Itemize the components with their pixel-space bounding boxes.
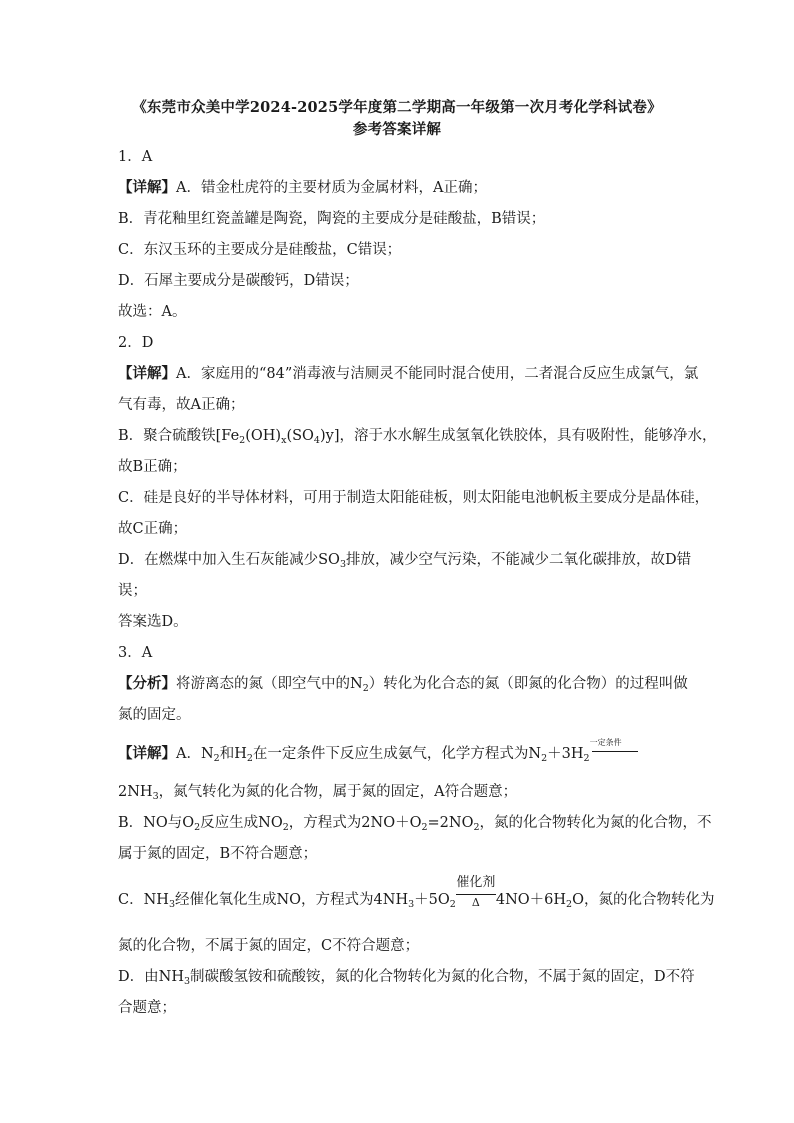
- q1-option-a: 【详解】A．错金杜虎符的主要材质为金属材料，A正确；: [118, 179, 487, 196]
- q2-option-a-cont: 气有毒，故A正确；: [118, 397, 245, 413]
- q1-conclusion: 故选：A。: [118, 304, 187, 320]
- q3-option-a: 【详解】A．$N_2$和$H_2$在一定条件下反应生成氨气，化学方程式为$N_2+3H_2$ 一定条件: [118, 742, 640, 763]
- q1-answer: 1．A: [118, 149, 153, 165]
- q3-analysis-tag: 【分析】: [118, 675, 176, 692]
- q1-option-c: C．东汉玉环的主要成分是硅酸盐，C错误；: [118, 242, 402, 258]
- q2-option-b: B．聚合硫酸铁$[Fe_2(OH)_x(SO_4)y]$，溶于水水解生成氢氧化铁胶体，具有吸附性，能够净水，: [118, 428, 717, 446]
- q3-option-b-cont: 属于氮的固定，B不符合题意；: [118, 846, 318, 862]
- q2-option-b-cont: 故B正确；: [118, 459, 187, 475]
- q3-option-a-cont: $2NH_3$，氮气转化为氮的化合物，属于氮的固定，A符合题意；: [118, 784, 518, 802]
- q3-analysis: 【分析】将游离态的氮（即空气中的$N_2$）转化为化合态的氮（即氮的化合物）的过程叫做: [118, 675, 688, 694]
- q2-option-d: D．在燃煤中加入生石灰能减少$SO_3$排放，减少空气污染，不能减少二氧化碳排放，故D错: [118, 552, 692, 570]
- q3-analysis-cont: 氮的固定。: [118, 707, 191, 723]
- document-subtitle: 参考答案详解: [352, 121, 442, 138]
- q2-option-c-cont: 故C正确；: [118, 521, 188, 537]
- q2-option-a: 【详解】A．家庭用的“84”消毒液与洁厕灵不能同时混合使用，二者混合反应生成氯气，氯: [118, 365, 699, 382]
- q2-option-d-cont: 误；: [118, 583, 147, 599]
- q3-option-c-cont: 氮的化合物，不属于氮的固定，C不符合题意；: [118, 938, 420, 954]
- q2-detail-tag: 【详解】: [118, 365, 176, 382]
- document-title: 《东莞市众美中学2024-2025学年度第二学期高一年级第一次月考化学科试卷》: [132, 99, 662, 116]
- q2-answer: 2．D: [118, 335, 154, 351]
- q2-conclusion: 答案选D。: [118, 614, 188, 630]
- q3-answer: 3．A: [118, 645, 153, 661]
- q3-option-c: C．$NH_3$经催化氧化生成NO，方程式为$4NH_3+5O_2$ $\frac{\text{催化剂}}{\Delta}$ $4NO+6H_2O$，氮的化合物转化为: [118, 875, 715, 910]
- q3-option-b: B．NO与$O_2$反应生成$NO_2$，方程式为$2NO+O_2=2NO_2$，氮的化合物转化为氮的化合物，不: [118, 815, 712, 833]
- q1-option-b: B．青花釉里红瓷盖罐是陶瓷，陶瓷的主要成分是硅酸盐，B错误；: [118, 211, 546, 227]
- q3-option-d: D．由$NH_3$制碳酸氢铵和硫酸铵，氮的化合物转化为氮的化合物，不属于氮的固定，D不符: [118, 969, 695, 987]
- q2-option-c: C．硅是良好的半导体材料，可用于制造太阳能硅板，则太阳能电池帆板主要成分是晶体硅，: [118, 490, 710, 506]
- q3-option-d-cont: 合题意；: [118, 1000, 176, 1016]
- q1-option-d: D．石犀主要成分是碳酸钙，D错误；: [118, 273, 359, 289]
- reaction-condition-arrow: 一定条件: [590, 746, 640, 760]
- catalyst-heat-condition: $\frac{\text{催化剂}}{\Delta}$: [456, 875, 496, 909]
- q1-detail-tag: 【详解】: [118, 179, 176, 196]
- q3-detail-tag: 【详解】: [118, 745, 176, 762]
